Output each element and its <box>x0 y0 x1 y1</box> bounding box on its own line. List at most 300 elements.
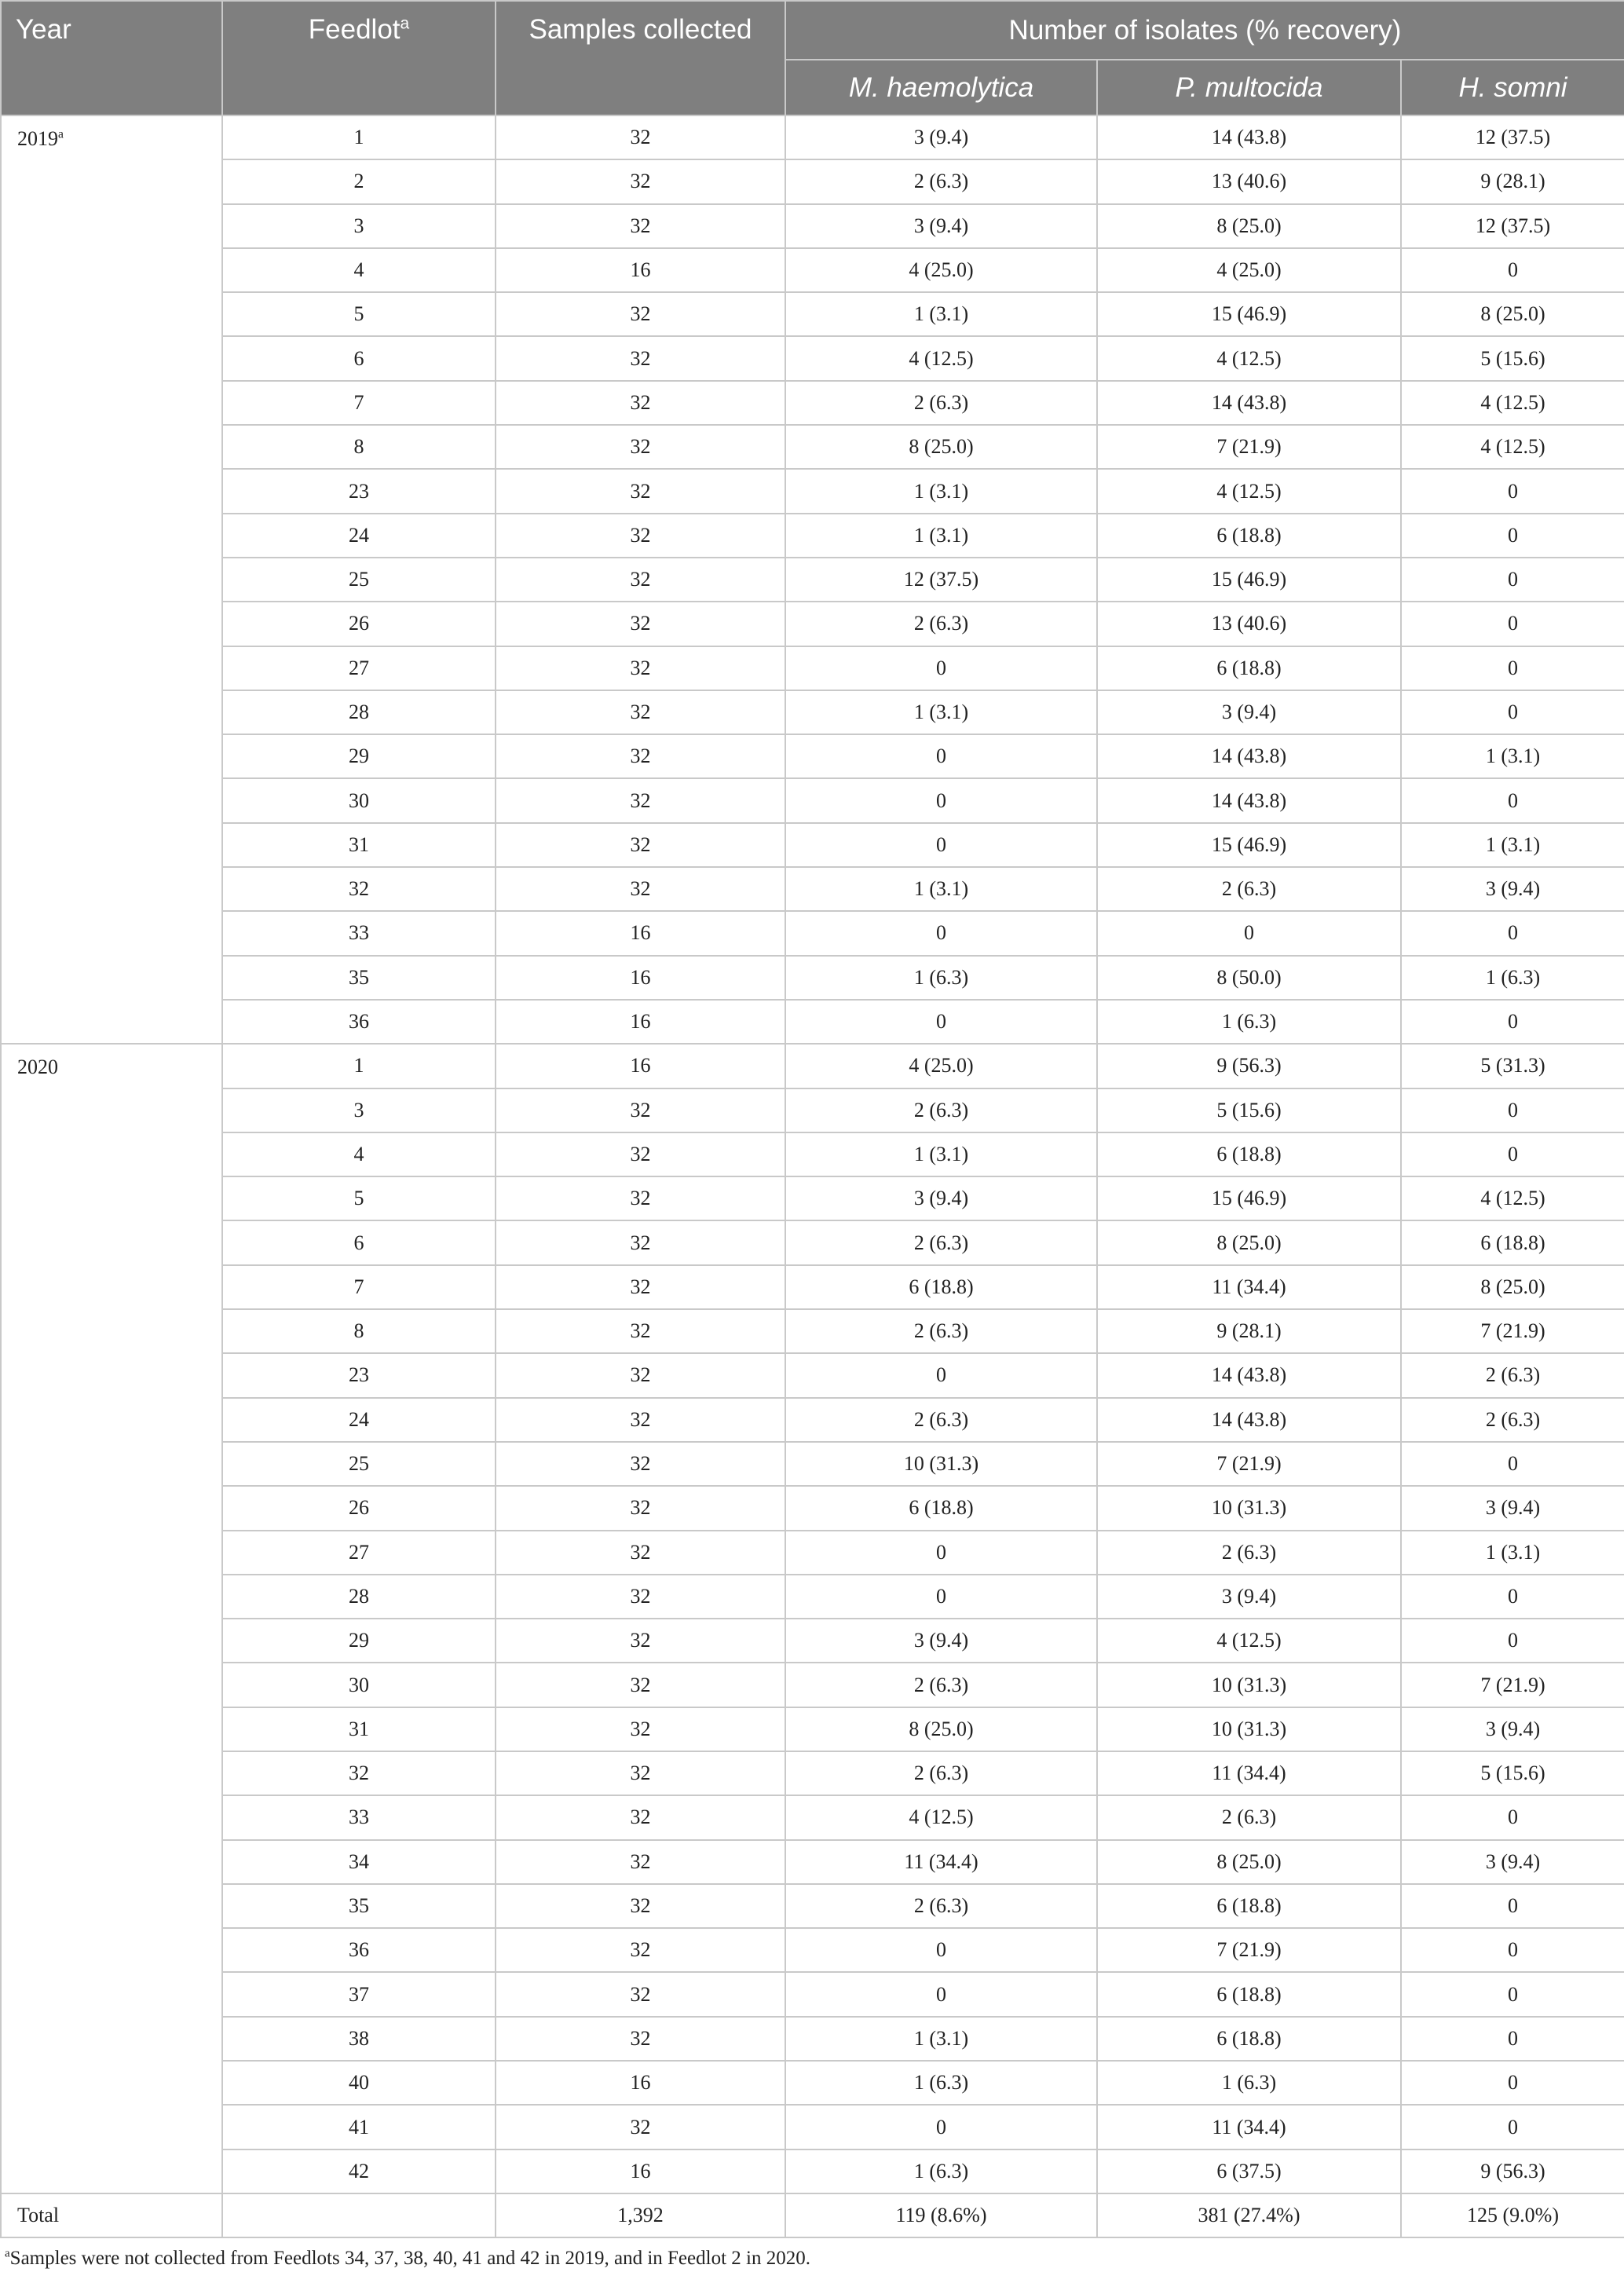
table-row <box>1 1884 1624 1928</box>
cell-feedlot: 26 <box>222 1486 496 1530</box>
cell-samples: 32 <box>496 1132 785 1176</box>
footnote-text: Samples were not collected from Feedlots 34, 37, 38, 40, 41 and 42 in 2019, and in Feedlot 2 in 2020. <box>9 2248 810 2270</box>
table-row <box>1 690 1624 734</box>
cell-feedlot: 8 <box>222 425 496 469</box>
table-row <box>1 1928 1624 1972</box>
cell-m-haemolytica: 11 (34.4) <box>785 1840 1097 1884</box>
cell-h-somni: 2 (6.3) <box>1401 1398 1624 1442</box>
cell-h-somni: 1 (3.1) <box>1401 823 1624 867</box>
table-row <box>1 911 1624 955</box>
table-row <box>1 1575 1624 1619</box>
cell-m-haemolytica: 3 (9.4) <box>785 1619 1097 1663</box>
cell-samples: 32 <box>496 292 785 336</box>
footnote-marker: a <box>5 2247 10 2260</box>
cell-p-multocida: 10 (31.3) <box>1097 1486 1401 1530</box>
cell-m-haemolytica: 3 (9.4) <box>785 204 1097 248</box>
cell-m-haemolytica: 8 (25.0) <box>785 425 1097 469</box>
cell-p-multocida: 7 (21.9) <box>1097 1442 1401 1486</box>
cell-samples: 32 <box>496 1220 785 1264</box>
table-row <box>1 1531 1624 1575</box>
cell-h-somni: 1 (6.3) <box>1401 956 1624 1000</box>
table-row <box>1 159 1624 203</box>
cell-feedlot: 27 <box>222 646 496 690</box>
cell-feedlot: 2 <box>222 159 496 203</box>
table-row <box>1 1044 1624 1088</box>
cell-h-somni: 0 <box>1401 1795 1624 1839</box>
cell-m-haemolytica: 1 (6.3) <box>785 2149 1097 2193</box>
cell-samples: 16 <box>496 2061 785 2105</box>
cell-samples: 32 <box>496 1531 785 1575</box>
cell-samples: 32 <box>496 1176 785 1220</box>
cell-p-multocida: 3 (9.4) <box>1097 1575 1401 1619</box>
cell-m-haemolytica: 0 <box>785 1531 1097 1575</box>
cell-p-multocida: 8 (25.0) <box>1097 1840 1401 1884</box>
cell-feedlot: 6 <box>222 1220 496 1264</box>
table-row <box>1 514 1624 558</box>
cell-h-somni: 12 (37.5) <box>1401 115 1624 159</box>
table-row <box>1 1442 1624 1486</box>
cell-feedlot: 31 <box>222 1707 496 1751</box>
cell-feedlot: 28 <box>222 690 496 734</box>
table-row <box>1 2061 1624 2105</box>
cell-m-haemolytica: 3 (9.4) <box>785 1176 1097 1220</box>
cell-m-haemolytica: 1 (3.1) <box>785 514 1097 558</box>
cell-samples: 16 <box>496 956 785 1000</box>
total-label: Total <box>1 2193 222 2237</box>
cell-feedlot: 7 <box>222 1265 496 1309</box>
cell-p-multocida: 7 (21.9) <box>1097 425 1401 469</box>
header-feedlot: Feedlot$^a$ <box>222 1 496 115</box>
cell-h-somni: 4 (12.5) <box>1401 1176 1624 1220</box>
cell-h-somni: 3 (9.4) <box>1401 1840 1624 1884</box>
table-row <box>1 867 1624 911</box>
cell-samples: 32 <box>496 204 785 248</box>
cell-samples: 16 <box>496 911 785 955</box>
cell-h-somni: 12 (37.5) <box>1401 204 1624 248</box>
total-cell-samples: 1,392 <box>496 2193 785 2237</box>
cell-feedlot: 3 <box>222 204 496 248</box>
cell-samples: 32 <box>496 646 785 690</box>
cell-feedlot: 28 <box>222 1575 496 1619</box>
footnote <box>0 2238 1624 2270</box>
header-p-multocida: P. multocida <box>1097 60 1401 115</box>
cell-m-haemolytica: 1 (3.1) <box>785 469 1097 513</box>
cell-feedlot: 33 <box>222 1795 496 1839</box>
cell-p-multocida: 14 (43.8) <box>1097 381 1401 425</box>
table-row <box>1 1132 1624 1176</box>
cell-h-somni: 6 (18.8) <box>1401 1220 1624 1264</box>
cell-feedlot: 3 <box>222 1088 496 1132</box>
table-row <box>1 602 1624 646</box>
cell-m-haemolytica: 4 (12.5) <box>785 336 1097 380</box>
cell-p-multocida: 8 (50.0) <box>1097 956 1401 1000</box>
cell-p-multocida: 4 (25.0) <box>1097 248 1401 292</box>
year-footnote-marker: a <box>58 127 64 141</box>
cell-samples: 32 <box>496 1928 785 1972</box>
cell-m-haemolytica: 4 (12.5) <box>785 1795 1097 1839</box>
cell-h-somni: 3 (9.4) <box>1401 1707 1624 1751</box>
cell-p-multocida: 2 (6.3) <box>1097 1795 1401 1839</box>
cell-samples: 32 <box>496 690 785 734</box>
cell-m-haemolytica: 2 (6.3) <box>785 1220 1097 1264</box>
cell-h-somni: 9 (28.1) <box>1401 159 1624 203</box>
year-label: 2019 <box>17 127 58 150</box>
cell-feedlot: 36 <box>222 1928 496 1972</box>
cell-p-multocida: 6 (18.8) <box>1097 1972 1401 2016</box>
table-body <box>1 115 1624 2237</box>
cell-samples: 32 <box>496 823 785 867</box>
cell-m-haemolytica: 1 (6.3) <box>785 956 1097 1000</box>
cell-p-multocida: 5 (15.6) <box>1097 1088 1401 1132</box>
cell-samples: 32 <box>496 1442 785 1486</box>
cell-h-somni: 0 <box>1401 2017 1624 2061</box>
table-row <box>1 1619 1624 1663</box>
cell-samples: 32 <box>496 1795 785 1839</box>
table-row <box>1 425 1624 469</box>
cell-h-somni: 8 (25.0) <box>1401 1265 1624 1309</box>
cell-p-multocida: 1 (6.3) <box>1097 1000 1401 1044</box>
cell-feedlot: 35 <box>222 956 496 1000</box>
cell-h-somni: 0 <box>1401 1619 1624 1663</box>
table-row <box>1 778 1624 822</box>
cell-p-multocida: 4 (12.5) <box>1097 336 1401 380</box>
cell-h-somni: 1 (3.1) <box>1401 1531 1624 1575</box>
cell-h-somni: 0 <box>1401 1000 1624 1044</box>
table-row <box>1 1972 1624 2016</box>
cell-p-multocida: 1 (6.3) <box>1097 2061 1401 2105</box>
table-row <box>1 381 1624 425</box>
cell-h-somni: 4 (12.5) <box>1401 381 1624 425</box>
cell-samples: 32 <box>496 1663 785 1707</box>
cell-h-somni: 5 (31.3) <box>1401 1044 1624 1088</box>
cell-h-somni: 9 (56.3) <box>1401 2149 1624 2193</box>
cell-m-haemolytica: 2 (6.3) <box>785 381 1097 425</box>
cell-m-haemolytica: 1 (3.1) <box>785 867 1097 911</box>
cell-m-haemolytica: 4 (25.0) <box>785 248 1097 292</box>
header-m-haemolytica: M. haemolytica <box>785 60 1097 115</box>
table-row <box>1 823 1624 867</box>
cell-m-haemolytica: 1 (3.1) <box>785 2017 1097 2061</box>
cell-h-somni: 5 (15.6) <box>1401 1751 1624 1795</box>
table-row <box>1 1663 1624 1707</box>
cell-feedlot: 23 <box>222 1353 496 1397</box>
cell-h-somni: 0 <box>1401 646 1624 690</box>
cell-p-multocida: 15 (46.9) <box>1097 1176 1401 1220</box>
cell-m-haemolytica: 0 <box>785 778 1097 822</box>
cell-samples: 32 <box>496 602 785 646</box>
table-row <box>1 292 1624 336</box>
cell-p-multocida: 8 (25.0) <box>1097 1220 1401 1264</box>
cell-feedlot: 26 <box>222 602 496 646</box>
cell-feedlot: 29 <box>222 734 496 778</box>
cell-feedlot: 40 <box>222 2061 496 2105</box>
table-row <box>1 336 1624 380</box>
cell-samples: 32 <box>496 2017 785 2061</box>
cell-p-multocida: 9 (56.3) <box>1097 1044 1401 1088</box>
cell-feedlot: 41 <box>222 2105 496 2149</box>
cell-samples: 32 <box>496 1486 785 1530</box>
cell-samples: 32 <box>496 469 785 513</box>
cell-h-somni: 0 <box>1401 1928 1624 1972</box>
total-cell-m-haemolytica: 119 (8.6%) <box>785 2193 1097 2237</box>
cell-samples: 32 <box>496 159 785 203</box>
cell-m-haemolytica: 2 (6.3) <box>785 1309 1097 1353</box>
header-samples-collected: Samples collected <box>496 1 785 115</box>
cell-feedlot: 37 <box>222 1972 496 2016</box>
cell-p-multocida: 3 (9.4) <box>1097 690 1401 734</box>
cell-feedlot: 38 <box>222 2017 496 2061</box>
cell-p-multocida: 0 <box>1097 911 1401 955</box>
cell-m-haemolytica: 2 (6.3) <box>785 1088 1097 1132</box>
cell-m-haemolytica: 2 (6.3) <box>785 1884 1097 1928</box>
cell-samples: 32 <box>496 1707 785 1751</box>
cell-h-somni: 5 (15.6) <box>1401 336 1624 380</box>
cell-p-multocida: 6 (18.8) <box>1097 646 1401 690</box>
cell-h-somni: 0 <box>1401 1884 1624 1928</box>
cell-p-multocida: 4 (12.5) <box>1097 1619 1401 1663</box>
cell-samples: 32 <box>496 1840 785 1884</box>
table-row <box>1 1088 1624 1132</box>
cell-samples: 32 <box>496 734 785 778</box>
cell-samples: 16 <box>496 248 785 292</box>
table-row <box>1 248 1624 292</box>
cell-feedlot: 4 <box>222 1132 496 1176</box>
cell-samples: 32 <box>496 1619 785 1663</box>
cell-samples: 32 <box>496 1265 785 1309</box>
table-row <box>1 469 1624 513</box>
cell-h-somni: 0 <box>1401 1442 1624 1486</box>
cell-feedlot: 8 <box>222 1309 496 1353</box>
cell-h-somni: 0 <box>1401 558 1624 602</box>
cell-m-haemolytica: 0 <box>785 1000 1097 1044</box>
cell-feedlot: 1 <box>222 1044 496 1088</box>
table-row <box>1 1486 1624 1530</box>
cell-samples: 32 <box>496 867 785 911</box>
cell-p-multocida: 15 (46.9) <box>1097 558 1401 602</box>
cell-h-somni: 0 <box>1401 1088 1624 1132</box>
cell-h-somni: 0 <box>1401 1132 1624 1176</box>
cell-m-haemolytica: 10 (31.3) <box>785 1442 1097 1486</box>
cell-samples: 32 <box>496 514 785 558</box>
cell-samples: 32 <box>496 115 785 159</box>
cell-m-haemolytica: 2 (6.3) <box>785 1663 1097 1707</box>
cell-feedlot: 24 <box>222 1398 496 1442</box>
cell-p-multocida: 13 (40.6) <box>1097 602 1401 646</box>
cell-m-haemolytica: 0 <box>785 911 1097 955</box>
cell-p-multocida: 6 (18.8) <box>1097 1132 1401 1176</box>
cell-samples: 32 <box>496 381 785 425</box>
cell-samples: 32 <box>496 1884 785 1928</box>
cell-feedlot: 23 <box>222 469 496 513</box>
cell-feedlot: 1 <box>222 115 496 159</box>
cell-feedlot: 32 <box>222 1751 496 1795</box>
cell-feedlot: 30 <box>222 778 496 822</box>
cell-samples: 32 <box>496 1751 785 1795</box>
cell-feedlot: 32 <box>222 867 496 911</box>
cell-feedlot: 33 <box>222 911 496 955</box>
cell-p-multocida: 14 (43.8) <box>1097 1398 1401 1442</box>
year-label: 2020 <box>17 1056 58 1079</box>
cell-h-somni: 7 (21.9) <box>1401 1309 1624 1353</box>
table-row <box>1 1265 1624 1309</box>
table-row <box>1 558 1624 602</box>
cell-m-haemolytica: 0 <box>785 1972 1097 2016</box>
cell-m-haemolytica: 0 <box>785 2105 1097 2149</box>
header-isolates-group: Number of isolates (% recovery) <box>785 1 1624 60</box>
cell-feedlot: 29 <box>222 1619 496 1663</box>
cell-h-somni: 7 (21.9) <box>1401 1663 1624 1707</box>
cell-p-multocida: 4 (12.5) <box>1097 469 1401 513</box>
cell-samples: 32 <box>496 425 785 469</box>
cell-feedlot: 5 <box>222 1176 496 1220</box>
table-row <box>1 2149 1624 2193</box>
cell-h-somni: 0 <box>1401 1575 1624 1619</box>
cell-h-somni: 0 <box>1401 778 1624 822</box>
total-cell-feedlot <box>222 2193 496 2237</box>
header-year: Year <box>1 1 222 115</box>
table-row <box>1 956 1624 1000</box>
cell-h-somni: 3 (9.4) <box>1401 867 1624 911</box>
cell-p-multocida: 11 (34.4) <box>1097 1751 1401 1795</box>
cell-samples: 32 <box>496 336 785 380</box>
cell-feedlot: 25 <box>222 1442 496 1486</box>
cell-m-haemolytica: 0 <box>785 734 1097 778</box>
table-row <box>1 1707 1624 1751</box>
cell-samples: 32 <box>496 1398 785 1442</box>
cell-m-haemolytica: 2 (6.3) <box>785 1751 1097 1795</box>
total-cell-p-multocida: 381 (27.4%) <box>1097 2193 1401 2237</box>
cell-m-haemolytica: 1 (3.1) <box>785 690 1097 734</box>
cell-h-somni: 0 <box>1401 1972 1624 2016</box>
cell-p-multocida: 13 (40.6) <box>1097 159 1401 203</box>
cell-samples: 32 <box>496 558 785 602</box>
cell-feedlot: 4 <box>222 248 496 292</box>
cell-p-multocida: 10 (31.3) <box>1097 1707 1401 1751</box>
cell-year <box>1 1044 222 2193</box>
table-row <box>1 1000 1624 1044</box>
cell-m-haemolytica: 2 (6.3) <box>785 602 1097 646</box>
cell-p-multocida: 14 (43.8) <box>1097 778 1401 822</box>
table-row <box>1 115 1624 159</box>
cell-samples: 16 <box>496 1000 785 1044</box>
cell-h-somni: 4 (12.5) <box>1401 425 1624 469</box>
table-row <box>1 1795 1624 1839</box>
total-cell-h-somni: 125 (9.0%) <box>1401 2193 1624 2237</box>
cell-p-multocida: 6 (18.8) <box>1097 1884 1401 1928</box>
table-row <box>1 2017 1624 2061</box>
cell-p-multocida: 7 (21.9) <box>1097 1928 1401 1972</box>
cell-p-multocida: 14 (43.8) <box>1097 1353 1401 1397</box>
cell-p-multocida: 14 (43.8) <box>1097 115 1401 159</box>
cell-m-haemolytica: 12 (37.5) <box>785 558 1097 602</box>
cell-m-haemolytica: 1 (3.1) <box>785 1132 1097 1176</box>
cell-p-multocida: 2 (6.3) <box>1097 867 1401 911</box>
header-h-somni: H. somni <box>1401 60 1624 115</box>
cell-h-somni: 0 <box>1401 514 1624 558</box>
table-header <box>1 1 1624 115</box>
table-row <box>1 1398 1624 1442</box>
cell-m-haemolytica: 1 (3.1) <box>785 292 1097 336</box>
table-row <box>1 646 1624 690</box>
cell-h-somni: 0 <box>1401 2061 1624 2105</box>
cell-h-somni: 0 <box>1401 2105 1624 2149</box>
table-row <box>1 1176 1624 1220</box>
cell-h-somni: 0 <box>1401 469 1624 513</box>
cell-feedlot: 30 <box>222 1663 496 1707</box>
table-row <box>1 734 1624 778</box>
cell-m-haemolytica: 6 (18.8) <box>785 1486 1097 1530</box>
cell-p-multocida: 9 (28.1) <box>1097 1309 1401 1353</box>
header-feedlot-footnote-marker: a <box>400 14 410 33</box>
cell-p-multocida: 15 (46.9) <box>1097 823 1401 867</box>
cell-p-multocida: 2 (6.3) <box>1097 1531 1401 1575</box>
cell-p-multocida: 15 (46.9) <box>1097 292 1401 336</box>
cell-h-somni: 3 (9.4) <box>1401 1486 1624 1530</box>
cell-p-multocida: 10 (31.3) <box>1097 1663 1401 1707</box>
cell-h-somni: 0 <box>1401 690 1624 734</box>
cell-m-haemolytica: 1 (6.3) <box>785 2061 1097 2105</box>
cell-feedlot: 27 <box>222 1531 496 1575</box>
cell-samples: 32 <box>496 1575 785 1619</box>
total-row <box>1 2193 1624 2237</box>
cell-year <box>1 115 222 1044</box>
cell-feedlot: 31 <box>222 823 496 867</box>
cell-feedlot: 6 <box>222 336 496 380</box>
cell-samples: 32 <box>496 1353 785 1397</box>
cell-samples: 32 <box>496 1309 785 1353</box>
cell-p-multocida: 14 (43.8) <box>1097 734 1401 778</box>
cell-feedlot: 42 <box>222 2149 496 2193</box>
cell-feedlot: 7 <box>222 381 496 425</box>
cell-m-haemolytica: 0 <box>785 646 1097 690</box>
cell-m-haemolytica: 0 <box>785 823 1097 867</box>
cell-h-somni: 0 <box>1401 602 1624 646</box>
cell-feedlot: 35 <box>222 1884 496 1928</box>
cell-h-somni: 8 (25.0) <box>1401 292 1624 336</box>
cell-feedlot: 34 <box>222 1840 496 1884</box>
cell-feedlot: 25 <box>222 558 496 602</box>
cell-m-haemolytica: 6 (18.8) <box>785 1265 1097 1309</box>
cell-m-haemolytica: 4 (25.0) <box>785 1044 1097 1088</box>
cell-p-multocida: 6 (18.8) <box>1097 2017 1401 2061</box>
cell-m-haemolytica: 0 <box>785 1575 1097 1619</box>
cell-h-somni: 1 (3.1) <box>1401 734 1624 778</box>
table-row <box>1 1309 1624 1353</box>
cell-m-haemolytica: 2 (6.3) <box>785 159 1097 203</box>
table-row <box>1 1220 1624 1264</box>
cell-p-multocida: 11 (34.4) <box>1097 1265 1401 1309</box>
cell-p-multocida: 11 (34.4) <box>1097 2105 1401 2149</box>
cell-feedlot: 36 <box>222 1000 496 1044</box>
cell-m-haemolytica: 8 (25.0) <box>785 1707 1097 1751</box>
cell-samples: 32 <box>496 2105 785 2149</box>
cell-p-multocida: 8 (25.0) <box>1097 204 1401 248</box>
table-row <box>1 1353 1624 1397</box>
cell-p-multocida: 6 (37.5) <box>1097 2149 1401 2193</box>
cell-feedlot: 5 <box>222 292 496 336</box>
cell-samples: 32 <box>496 778 785 822</box>
cell-feedlot: 24 <box>222 514 496 558</box>
cell-h-somni: 0 <box>1401 911 1624 955</box>
cell-samples: 32 <box>496 1972 785 2016</box>
table-row <box>1 2105 1624 2149</box>
cell-h-somni: 2 (6.3) <box>1401 1353 1624 1397</box>
cell-m-haemolytica: 0 <box>785 1353 1097 1397</box>
cell-h-somni: 0 <box>1401 248 1624 292</box>
cell-samples: 16 <box>496 1044 785 1088</box>
cell-m-haemolytica: 3 (9.4) <box>785 115 1097 159</box>
table-row <box>1 1751 1624 1795</box>
